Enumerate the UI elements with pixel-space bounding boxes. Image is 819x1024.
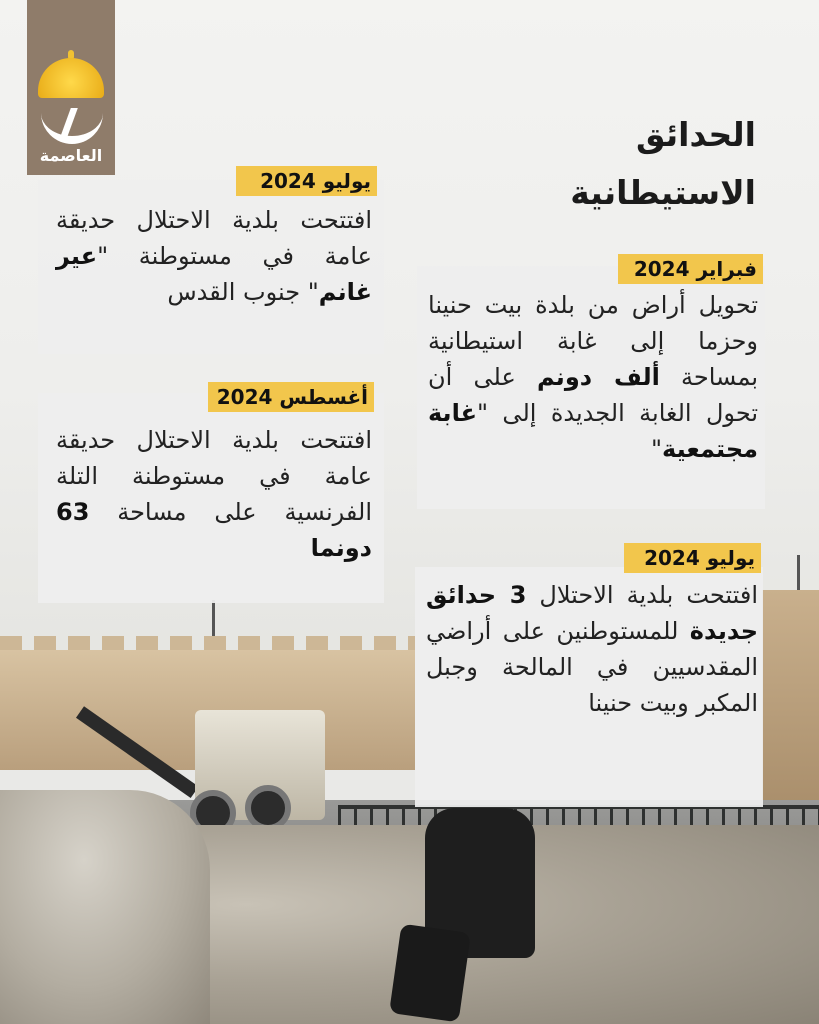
text-highlight: غابة مجتمعية <box>428 399 758 463</box>
page-title <box>516 106 756 222</box>
text-part: " <box>651 435 663 463</box>
dome-icon <box>38 58 104 98</box>
text-part: افتتحت بلدية الاحتلال <box>526 581 758 609</box>
text-highlight: عير غانم <box>56 242 372 306</box>
text-part: افتتحت بلدية الاحتلال حديقة عامة في مستوطنة " <box>56 206 372 270</box>
text-part: تحويل أراض من بلدة بيت حنينا وحزما إلى غابة استيطانية بمساحة <box>428 291 758 391</box>
logo-text: العاصمة <box>39 146 103 165</box>
title-line-2: الاستيطانية <box>570 173 756 212</box>
card-text <box>56 202 372 310</box>
text-part: افتتحت بلدية الاحتلال حديقة عامة في مستوطنة التلة الفرنسية على مساحة <box>56 426 372 526</box>
text-highlight: ألف دونم <box>536 363 660 391</box>
text-part: على أن تحول الغابة الجديدة إلى " <box>428 363 758 427</box>
man-legs <box>389 924 471 1023</box>
text-part: " جنوب القدس <box>167 278 319 306</box>
old-city-wall-right <box>762 590 819 810</box>
card-date-tag: أغسطس 2024 <box>208 382 374 412</box>
text-highlight: 3 حدائق جديدة <box>426 581 758 645</box>
card-date-tag: فبراير 2024 <box>618 254 763 284</box>
alasima-logo <box>27 0 115 175</box>
card-text <box>428 287 758 467</box>
title-line-1: الحدائق <box>636 115 756 154</box>
card-text <box>426 577 758 721</box>
rubble <box>0 790 210 1024</box>
text-highlight: 63 دونما <box>56 498 372 562</box>
card-date-tag: يوليو 2024 <box>236 166 377 196</box>
card-text <box>56 422 372 566</box>
seated-man <box>395 808 545 1024</box>
text-part: للمستوطنين على أراضي المقدسيين في المالحة وجبل المكبر وبيت حنينا <box>426 617 758 717</box>
card-date-tag: يوليو 2024 <box>624 543 761 573</box>
